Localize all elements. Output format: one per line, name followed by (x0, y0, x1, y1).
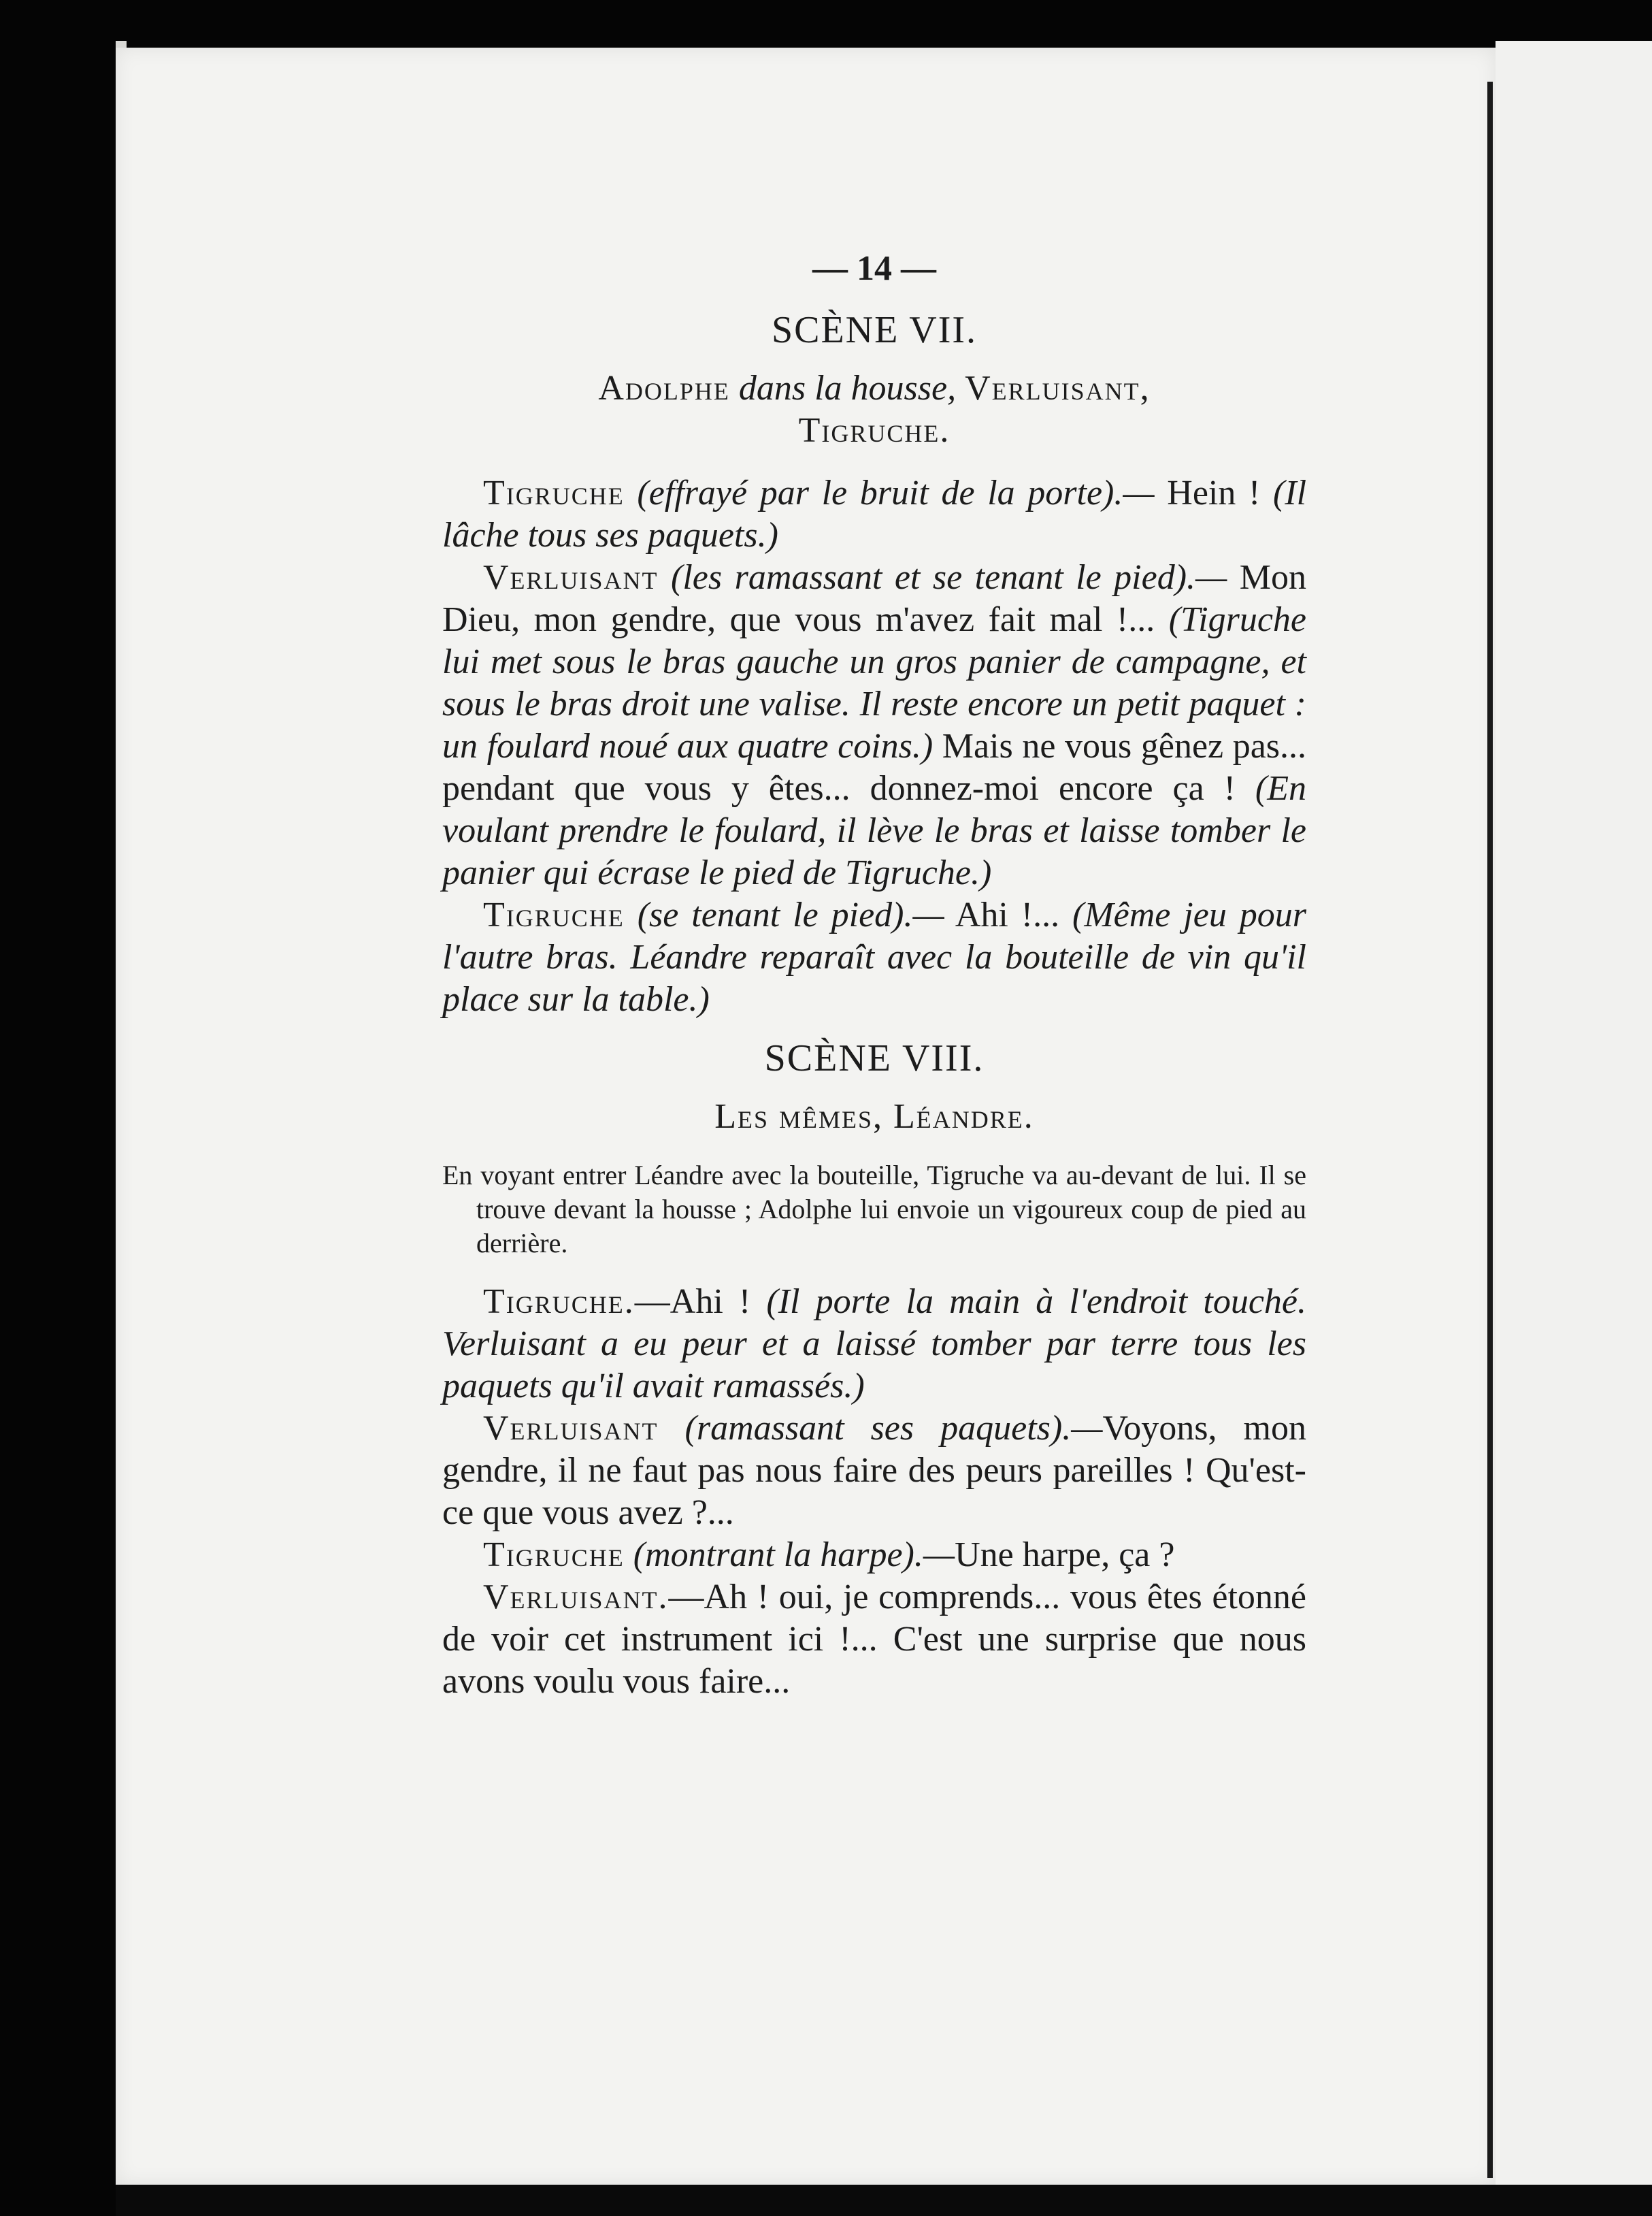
stage-direction: (En voulant prendre le foulard, il lève le bras et laisse tomber le panier qui écrase le pied de Tigruche.) (442, 769, 1307, 892)
speaker: Tigruche (483, 896, 625, 934)
dialogue-text: Mon Dieu, mon gendre, que vous m'avez fait mal !... (442, 558, 1306, 639)
dialogue-text: —Ah ! oui, je comprends... vous êtes étonné de voir cet instrument ici !... C'est une surprise que nous avons voulu vous faire... (442, 1578, 1306, 1701)
dialogue-text: Mais ne vous gênez pas... pendant que vous y êtes... donnez-moi encore ça ! (442, 727, 1307, 808)
character-name: Verluisant, (965, 369, 1151, 408)
stage-direction: (Il porte la main à l'endroit touché. Verluisant a eu peur et a laissé tomber par terre tous les paquets qu'il avait ramassés.) (442, 1282, 1307, 1405)
stage-direction: (montrant la harpe).— (633, 1535, 955, 1574)
character-name: Adolphe (598, 369, 730, 408)
stage-direction: (Tigruche lui met sous le bras gauche un gros panier de campagne, et sous le bras droit une valise. Il reste encore un petit paquet : un foulard noué aux quatre coins.) (442, 600, 1307, 766)
speaker: Verluisant (483, 1409, 659, 1448)
stage-direction: (effrayé par le bruit de la porte).— (637, 474, 1155, 512)
stage-note: dans la housse, (738, 369, 957, 408)
stage-direction: (Même jeu pour l'autre bras. Léandre reparaît avec la bouteille de vin qu'il place sur la table.) (442, 896, 1306, 1019)
scan-border (116, 2185, 1652, 2216)
dialogue-text: Hein ! (1167, 474, 1261, 512)
dialogue-paragraph (442, 472, 1306, 557)
dialogue-text: Ahi !... (955, 896, 1060, 934)
page-text (442, 245, 1306, 1703)
character-list (442, 368, 1306, 452)
dialogue-paragraph (442, 894, 1306, 1021)
scene-title: SCÈNE VIII. (764, 1037, 985, 1079)
page-fold-shadow (1487, 82, 1493, 2178)
dialogue-paragraph (442, 557, 1306, 894)
dialogue-text: Voyons, mon gendre, il ne faut pas nous faire des peurs pareilles ! Qu'est-ce que vous avez ?... (442, 1409, 1306, 1532)
stage-direction: (ramassant ses paquets).— (684, 1409, 1103, 1448)
dialogue-text: Une harpe, ça ? (955, 1535, 1175, 1574)
stage-direction: (les ramassant et se tenant le pied).— (671, 558, 1227, 597)
stage-direction-block: En voyant entrer Léandre avec la bouteille, Tigruche va au-devant de lui. Il se trouve devant la housse ; Adolphe lui envoie un vigoureux coup de pied au derrière. (442, 1160, 1306, 1258)
speaker: Verluisant (483, 558, 659, 597)
speaker: Tigruche (483, 474, 625, 512)
speaker: Tigruche (483, 1535, 625, 1574)
stage-direction: (Il lâche tous ses paquets.) (442, 474, 1307, 555)
speaker: Tigruche. (483, 1282, 635, 1321)
character-list: Les mêmes, Léandre. (714, 1097, 1034, 1136)
dialogue-paragraph (442, 1281, 1306, 1407)
dialogue-text: —Ahi ! (634, 1282, 751, 1321)
character-name: Tigruche. (798, 411, 951, 450)
dialogue-paragraph (442, 1534, 1306, 1576)
scene-title: SCÈNE VII. (771, 309, 978, 351)
facing-page-edge (1496, 41, 1652, 2191)
stage-direction: (se tenant le pied).— (637, 896, 944, 934)
dialogue-paragraph (442, 1576, 1306, 1703)
page-number: — 14 — (812, 249, 936, 288)
speaker: Verluisant. (483, 1578, 669, 1616)
dialogue-paragraph (442, 1407, 1306, 1534)
